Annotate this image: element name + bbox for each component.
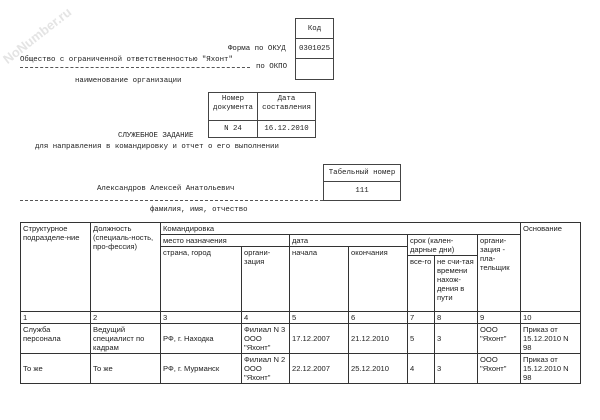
cell-org: Филиал N 2 ООО "Яхонт" (242, 354, 290, 384)
cell-excl: 3 (435, 354, 478, 384)
doc-number-header: Номер документа (213, 95, 253, 112)
table-row (21, 324, 581, 354)
name-line (20, 200, 323, 201)
cell-dept: То же (21, 354, 91, 384)
col-number: 3 (161, 312, 242, 324)
codes-header: Код (296, 19, 333, 39)
cell-end: 21.12.2010 (349, 324, 408, 354)
col-number: 4 (242, 312, 290, 324)
trip-table (20, 222, 581, 384)
cell-position: То же (91, 354, 161, 384)
header-end: окончания (349, 247, 408, 312)
cell-start: 22.12.2007 (290, 354, 349, 384)
header-excl-travel: не счи-тая времени нахож-дения в пути (435, 256, 478, 312)
col-number: 1 (21, 312, 91, 324)
header-date: дата (290, 235, 408, 247)
organization-caption: наименование организации (75, 77, 182, 85)
cell-end: 25.12.2010 (349, 354, 408, 384)
employee-name: Александров Алексей Анатольевич (97, 185, 235, 193)
cell-dept: Служба персонала (21, 324, 91, 354)
table-row (21, 354, 581, 384)
header-term: срок (кален-дарные дни) (408, 235, 478, 256)
organization-name: Общество с ограниченной ответственностью "Яхонт" (20, 56, 233, 64)
tab-number: 111 (355, 187, 369, 195)
cell-payer: ООО "Яхонт" (478, 354, 521, 384)
cell-payer: ООО "Яхонт" (478, 324, 521, 354)
cell-city: РФ, г. Мурманск (161, 354, 242, 384)
org-line (20, 67, 250, 68)
cell-total: 4 (408, 354, 435, 384)
header-basis: Основание (521, 223, 581, 312)
header-position: Должность (специаль-ность, про-фессия) (91, 223, 161, 312)
okpo-value (296, 59, 333, 79)
col-number: 9 (478, 312, 521, 324)
header-dept: Структурное подразделе-ние (21, 223, 91, 312)
col-number: 10 (521, 312, 581, 324)
header-total: все-го (408, 256, 435, 312)
col-number: 2 (91, 312, 161, 324)
okud-value: 0301025 (296, 39, 333, 59)
tab-number-header: Табельный номер (324, 165, 400, 182)
header-trip: Командировка (161, 223, 521, 235)
doc-number: N 24 (224, 125, 242, 133)
col-number: 5 (290, 312, 349, 324)
page-title: СЛУЖЕБНОЕ ЗАДАНИЕ (118, 132, 194, 140)
watermark: NoNumber.ru (0, 4, 75, 67)
document-box (208, 92, 316, 138)
header-country-city: страна, город (161, 247, 242, 312)
cell-position: Ведущий специалист по кадрам (91, 324, 161, 354)
header-destination: место назначения (161, 235, 290, 247)
col-number: 6 (349, 312, 408, 324)
header-start: начала (290, 247, 349, 312)
cell-basis: Приказ от 15.12.2010 N 98 (521, 324, 581, 354)
page-subtitle: для направления в командировку и отчет о его выполнении (35, 143, 279, 151)
okud-label: Форма по ОКУД (228, 45, 286, 53)
cell-city: РФ, г. Находка (161, 324, 242, 354)
header-payer: органи-зация - пла-тельщик (478, 235, 521, 312)
col-number: 8 (435, 312, 478, 324)
cell-basis: Приказ от 15.12.2010 N 98 (521, 354, 581, 384)
cell-org: Филиал N 3 ООО "Яхонт" (242, 324, 290, 354)
employee-caption: фамилия, имя, отчество (150, 206, 248, 214)
header-org: органи-зация (242, 247, 290, 312)
cell-excl: 3 (435, 324, 478, 354)
cell-start: 17.12.2007 (290, 324, 349, 354)
cell-total: 5 (408, 324, 435, 354)
doc-date: 16.12.2010 (264, 125, 309, 133)
doc-date-header: Дата составления (262, 95, 311, 112)
col-number: 7 (408, 312, 435, 324)
okpo-label: по ОКПО (256, 63, 288, 71)
codes-box (295, 18, 334, 80)
tab-number-box (323, 164, 401, 201)
